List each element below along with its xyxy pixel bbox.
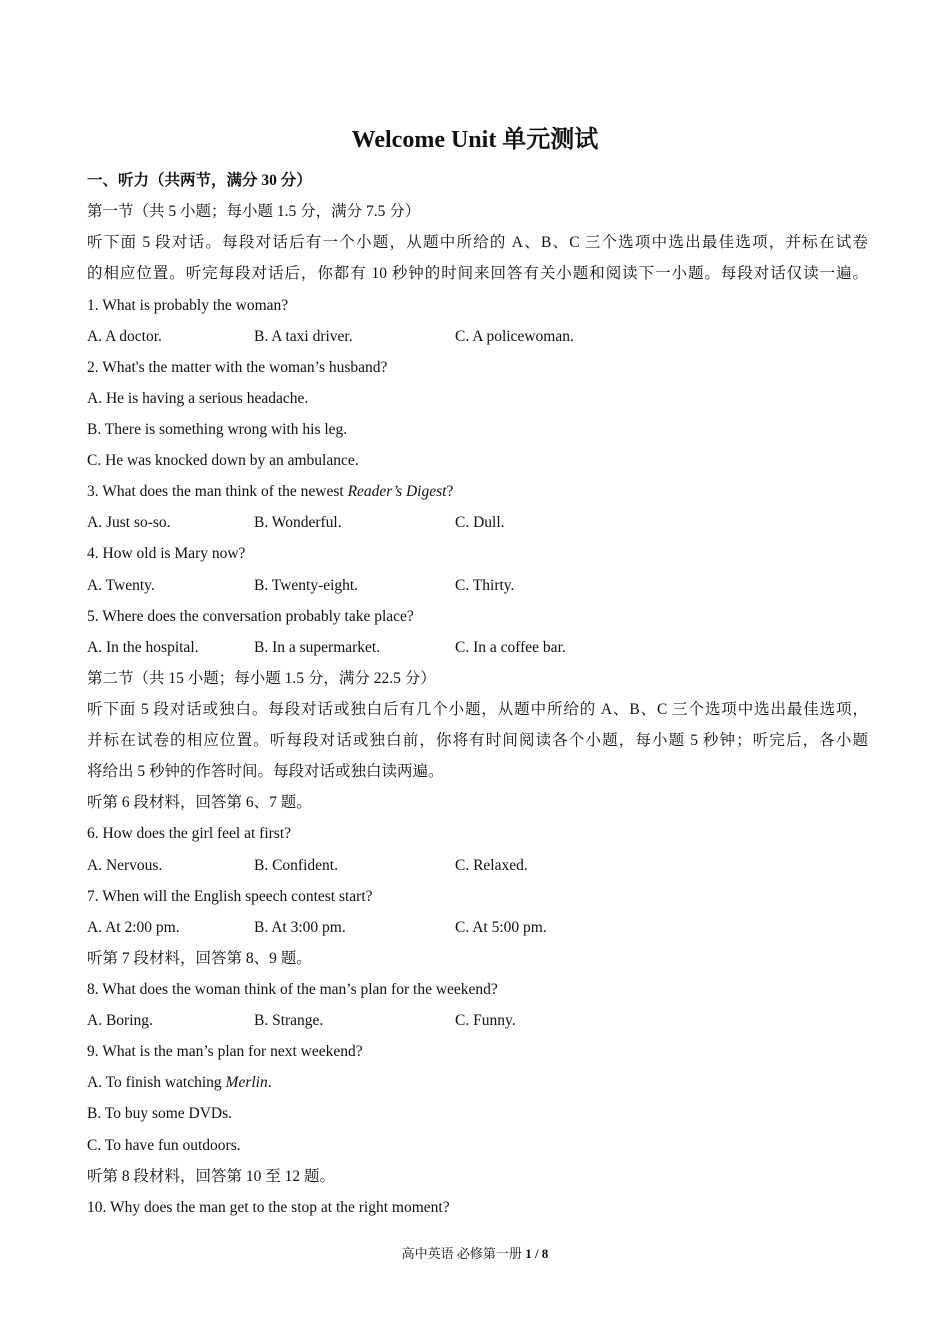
option-c: C. In a coffee bar.: [455, 639, 566, 656]
option-c: C. He was knocked down by an ambulance.: [87, 452, 359, 469]
option-b: B. Confident.: [254, 857, 338, 874]
option-b: B. In a supermarket.: [254, 639, 381, 656]
part2-heading: 第二节（共 15 小题；每小题 1.5 分，满分 22.5 分）: [87, 670, 436, 687]
option-a: A. At 2:00 pm.: [87, 919, 180, 936]
option-a-text: A. To finish watching: [87, 1074, 226, 1091]
page-number: 1 / 8: [525, 1246, 549, 1261]
option-b: B. There is something wrong with his leg.: [87, 421, 348, 438]
option-a: A. In the hospital.: [87, 639, 199, 656]
option-a: A. Boring.: [87, 1012, 153, 1029]
option-c: C. To have fun outdoors.: [87, 1137, 241, 1154]
question-3-mark: ?: [446, 483, 454, 500]
option-a-period: .: [267, 1074, 272, 1091]
options-row-5: [87, 637, 787, 659]
question-3: [87, 481, 868, 503]
material-8-note: 听第 8 段材料，回答第 10 至 12 题。: [87, 1168, 336, 1185]
option-a: A. Nervous.: [87, 857, 163, 874]
options-row-3: [87, 512, 787, 534]
option-a: A. Twenty.: [87, 577, 155, 594]
option-b: B. At 3:00 pm.: [254, 919, 346, 936]
question-8: 8. What does the woman think of the man’s plan for the weekend?: [87, 981, 498, 998]
options-row-6: [87, 855, 787, 877]
options-row-7: [87, 917, 787, 939]
option-a: A. Just so-so.: [87, 514, 171, 531]
option-b: B. A taxi driver.: [254, 328, 353, 345]
section-heading-listening: 一、听力（共两节，满分 30 分）: [87, 172, 312, 189]
page-title: Welcome Unit 单元测试: [351, 127, 599, 153]
question-1: 1. What is probably the woman?: [87, 297, 289, 314]
question-3-title-italic: Reader’s Digest: [347, 483, 447, 500]
part2-instructions-line1: 听下面 5 段对话或独白。每段对话或独白后有几个小题，从题中所给的 A、B、C 三个选项中选出最佳选项，: [87, 701, 868, 718]
option-c: C. Funny.: [455, 1012, 516, 1029]
option-b: B. Wonderful.: [254, 514, 342, 531]
option-a: A. He is having a serious headache.: [87, 390, 309, 407]
option-c: C. At 5:00 pm.: [455, 919, 547, 936]
option-b: B. Strange.: [254, 1012, 324, 1029]
option-c: C. Dull.: [455, 514, 505, 531]
option-a: [87, 1072, 868, 1094]
option-b: B. Twenty-eight.: [254, 577, 359, 594]
question-9: 9. What is the man’s plan for next weekend?: [87, 1043, 363, 1060]
part1-instructions-line2: 的相应位置。听完每段对话后，你都有 10 秒钟的时间来回答有关小题和阅读下一小题。每段对话仅读一遍。: [87, 265, 868, 282]
option-c: C. A policewoman.: [455, 328, 574, 345]
options-row-1: [87, 326, 787, 348]
question-6: 6. How does the girl feel at first?: [87, 825, 292, 842]
question-10: 10. Why does the man get to the stop at the right moment?: [87, 1199, 450, 1216]
option-c: C. Relaxed.: [455, 857, 528, 874]
part2-instructions-line3: 将给出 5 秒钟的作答时间。每段对话或独白读两遍。: [87, 763, 444, 780]
question-2: 2. What's the matter with the woman’s husband?: [87, 359, 388, 376]
question-3-text: 3. What does the man think of the newest: [87, 483, 348, 500]
option-c: C. Thirty.: [455, 577, 515, 594]
material-6-note: 听第 6 段材料，回答第 6、7 题。: [87, 794, 312, 811]
question-7: 7. When will the English speech contest start?: [87, 888, 373, 905]
material-7-note: 听第 7 段材料，回答第 8、9 题。: [87, 950, 312, 967]
part2-instructions-line2: 并标在试卷的相应位置。听每段对话或独白前，你将有时间阅读各个小题，每小题 5 秒钟；听完后，各小题: [87, 732, 868, 749]
option-a-title-italic: Merlin: [225, 1074, 268, 1091]
option-b: B. To buy some DVDs.: [87, 1105, 233, 1122]
part1-heading: 第一节（共 5 小题；每小题 1.5 分，满分 7.5 分）: [87, 203, 421, 220]
question-4: 4. How old is Mary now?: [87, 545, 246, 562]
options-row-4: [87, 575, 787, 597]
option-a: A. A doctor.: [87, 328, 162, 345]
page-footer: [0, 1245, 950, 1263]
footer-book-title: 高中英语 必修第一册: [401, 1246, 522, 1261]
question-5: 5. Where does the conversation probably take place?: [87, 608, 414, 625]
part1-instructions-line1: 听下面 5 段对话。每段对话后有一个小题，从题中所给的 A、B、C 三个选项中选出最佳选项，并标在试卷: [87, 234, 868, 251]
options-row-8: [87, 1010, 787, 1032]
